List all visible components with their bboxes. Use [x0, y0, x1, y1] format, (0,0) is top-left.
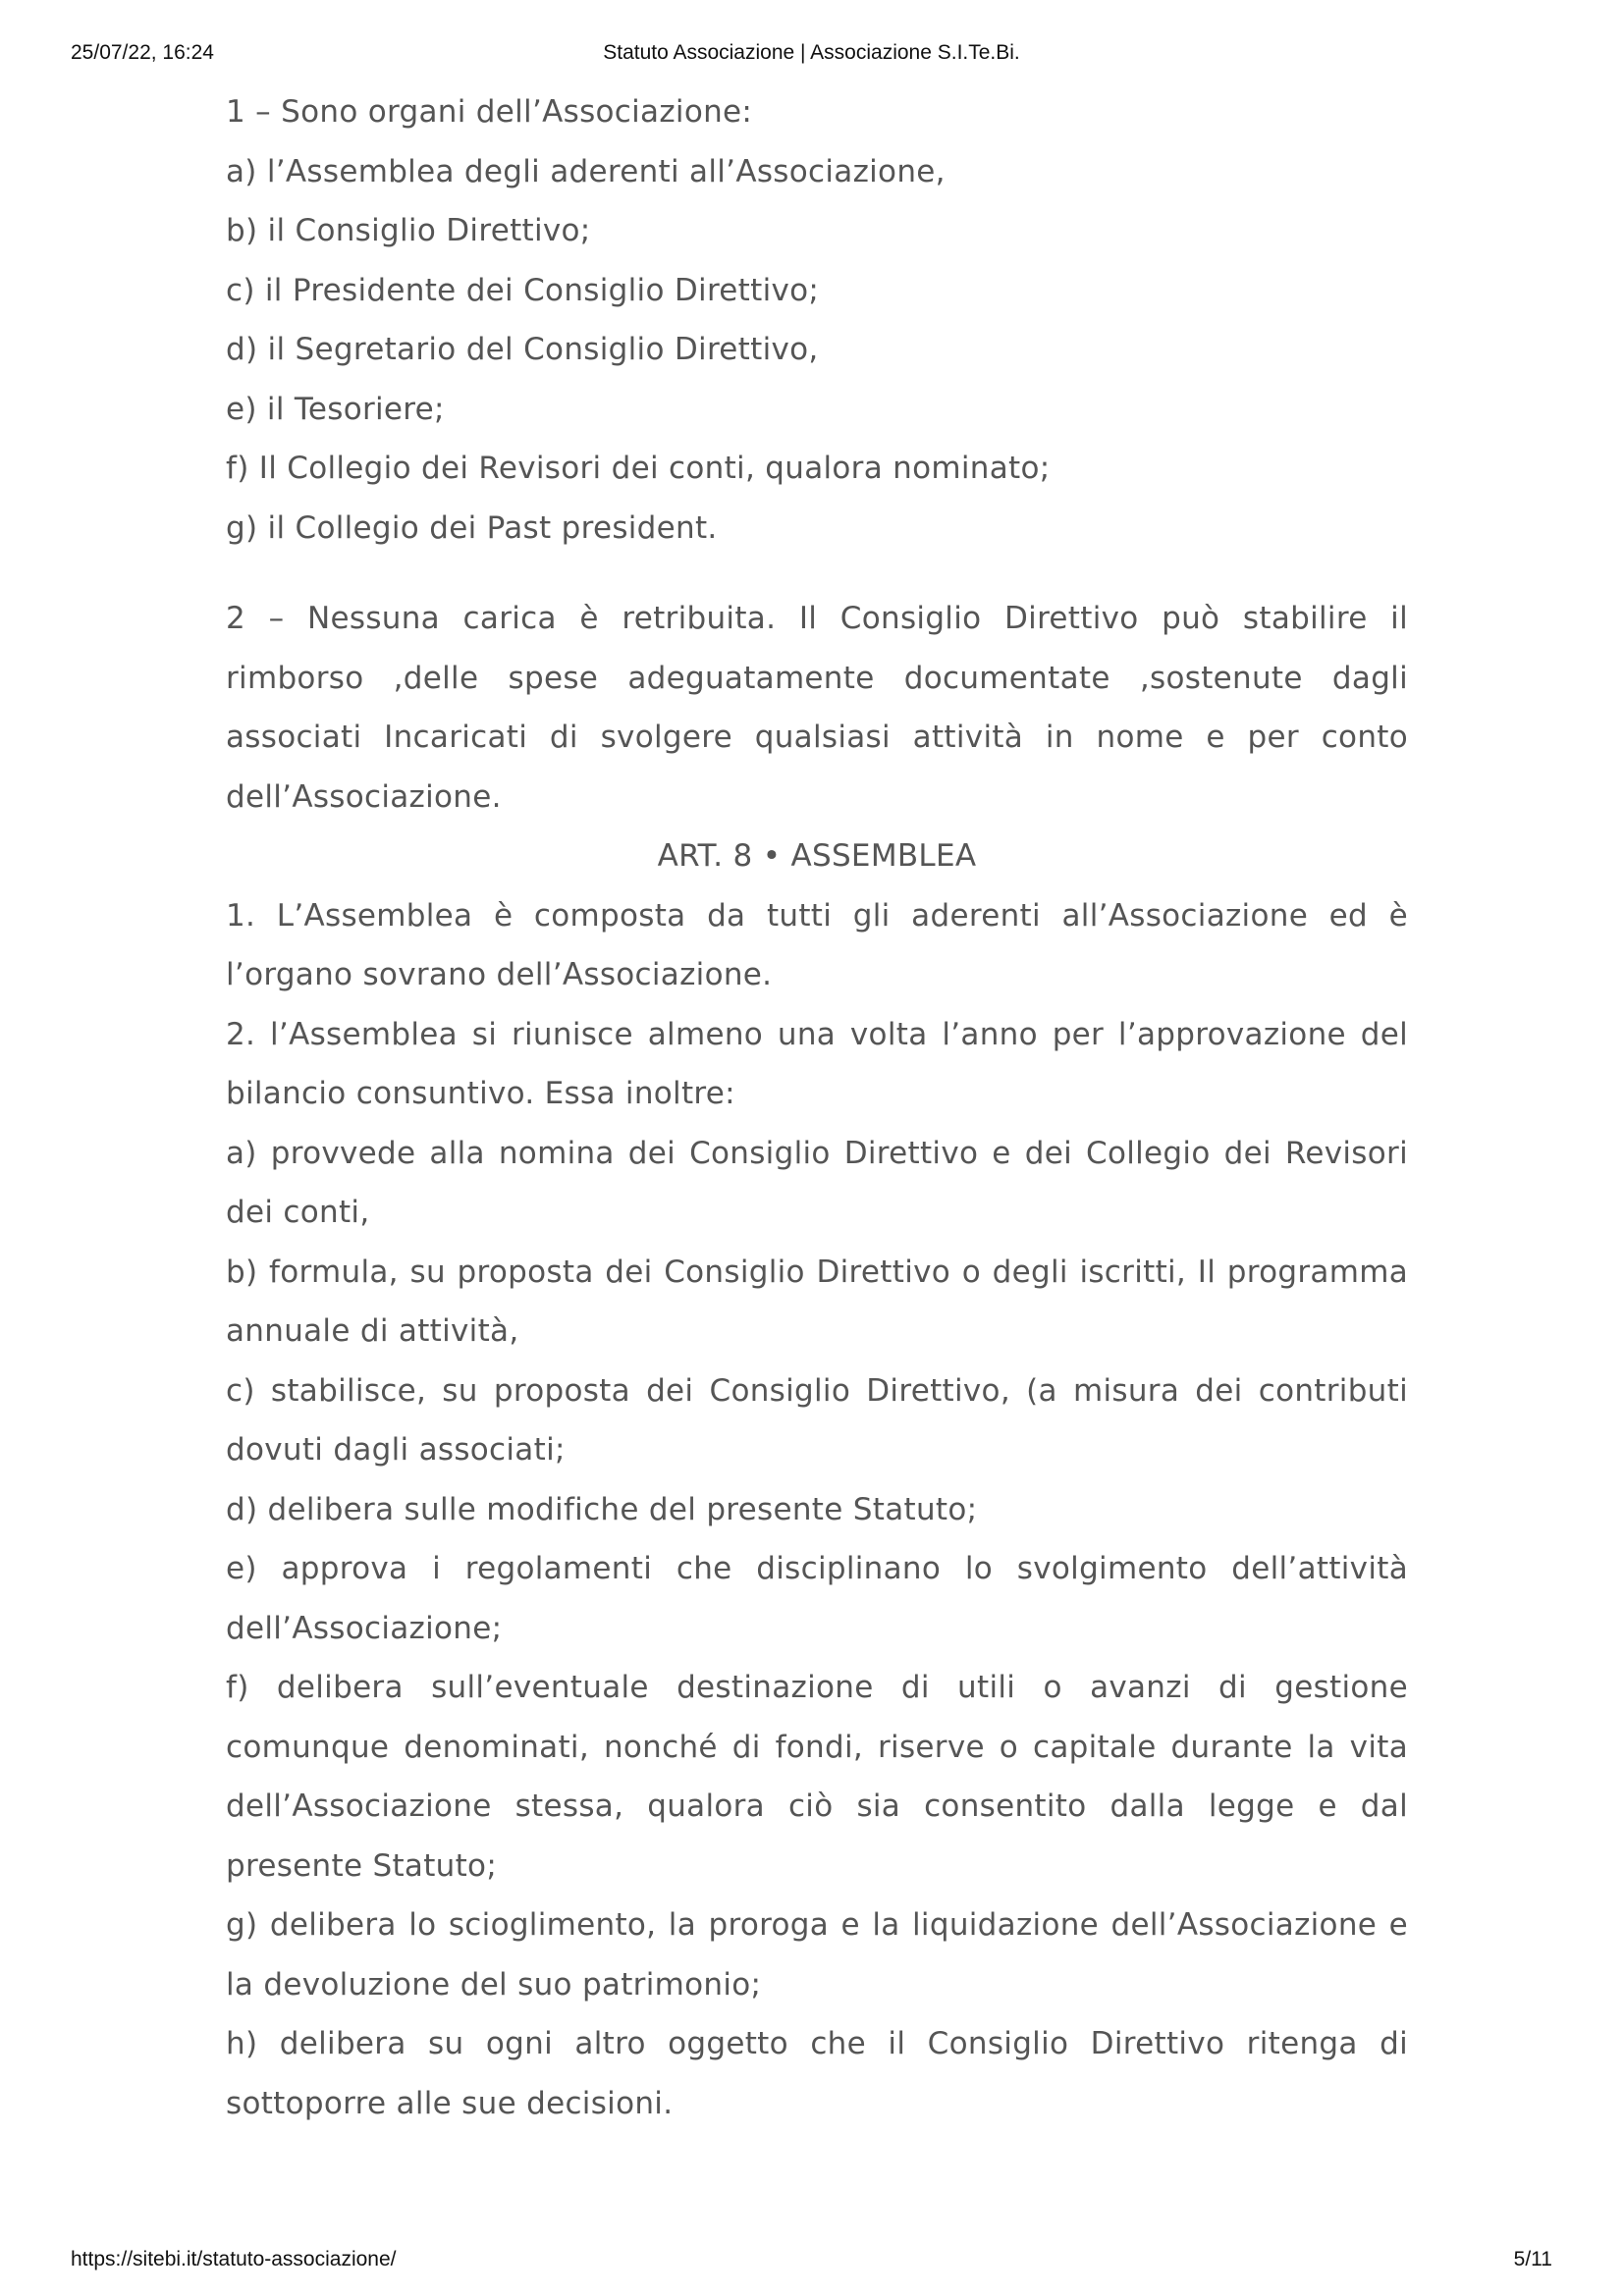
organs-item-f: f) Il Collegio dei Revisori dei conti, qualora nominato; [226, 451, 1051, 486]
art8-item-a: a) provvede alla nomina dei Consiglio Direttivo e dei Collegio dei Revisori dei conti, [226, 1135, 1408, 1230]
article-8-heading: ART. 8 • ASSEMBLEA [657, 838, 977, 874]
print-page-number: 5/11 [1513, 2248, 1552, 2270]
art8-item-e: e) approva i regolamenti che disciplinano lo svolgimento dell’attività dell’Associazione; [226, 1551, 1408, 1646]
organs-intro: 1 – Sono organi dell’Associazione: [226, 94, 753, 130]
organs-item-a: a) l’Assemblea degli aderenti all’Associazione, [226, 153, 946, 189]
organs-item-b: b) il Consiglio Direttivo; [226, 213, 591, 248]
art8-item-f: f) delibera sull’eventuale destinazione di utili o avanzi di gestione comunque denominati, nonché di fondi, riserve o capitale durante la vita dell’Associazione stessa, qualora ciò sia consentito dalla legge e dal presente Statuto; [226, 1670, 1408, 1884]
organs-paragraph-2: 2 – Nessuna carica è retribuita. Il Consiglio Direttivo può stabilire il rimborso ,delle spese adeguatamente documentate ,sostenute dagli associati Incaricati di svolgere qualsiasi attività in nome e per conto dell’Associazione. [226, 601, 1408, 815]
art8-item-b: b) formula, su proposta dei Consiglio Direttivo o degli iscritti, Il programma annuale di attività, [226, 1254, 1408, 1349]
print-datetime: 25/07/22, 16:24 [71, 41, 214, 64]
art8-paragraph-2: 2. l’Assemblea si riunisce almeno una volta l’anno per l’approvazione del bilancio consuntivo. Essa inoltre: [226, 1016, 1408, 1111]
print-page-title: Statuto Associazione | Associazione S.I.Te.Bi. [603, 41, 1020, 64]
organs-item-d: d) il Segretario del Consiglio Direttivo, [226, 332, 819, 367]
document-body [226, 82, 1408, 2133]
organs-item-g: g) il Collegio dei Past president. [226, 509, 718, 546]
organs-item-e: e) il Tesoriere; [226, 391, 445, 427]
organs-item-c: c) il Presidente dei Consiglio Direttivo; [226, 272, 820, 308]
art8-paragraph-1: 1. L’Assemblea è composta da tutti gli aderenti all’Associazione ed è l’organo sovrano dell’Associazione. [226, 897, 1408, 992]
print-footer [71, 2248, 1552, 2275]
print-header [71, 41, 1552, 69]
art8-item-h: h) delibera su ogni altro oggetto che il Consiglio Direttivo ritenga di sottoporre alle sue decisioni. [226, 2026, 1408, 2121]
print-url: https://sitebi.it/statuto-associazione/ [71, 2248, 397, 2270]
art8-item-c: c) stabilisce, su proposta dei Consiglio Direttivo, (a misura dei contributi dovuti dagli associati; [226, 1372, 1408, 1468]
art8-item-g: g) delibera lo scioglimento, la proroga e la liquidazione dell’Associazione e la devoluzione del suo patrimonio; [226, 1907, 1408, 2002]
art8-item-d: d) delibera sulle modifiche del presente Statuto; [226, 1491, 978, 1527]
